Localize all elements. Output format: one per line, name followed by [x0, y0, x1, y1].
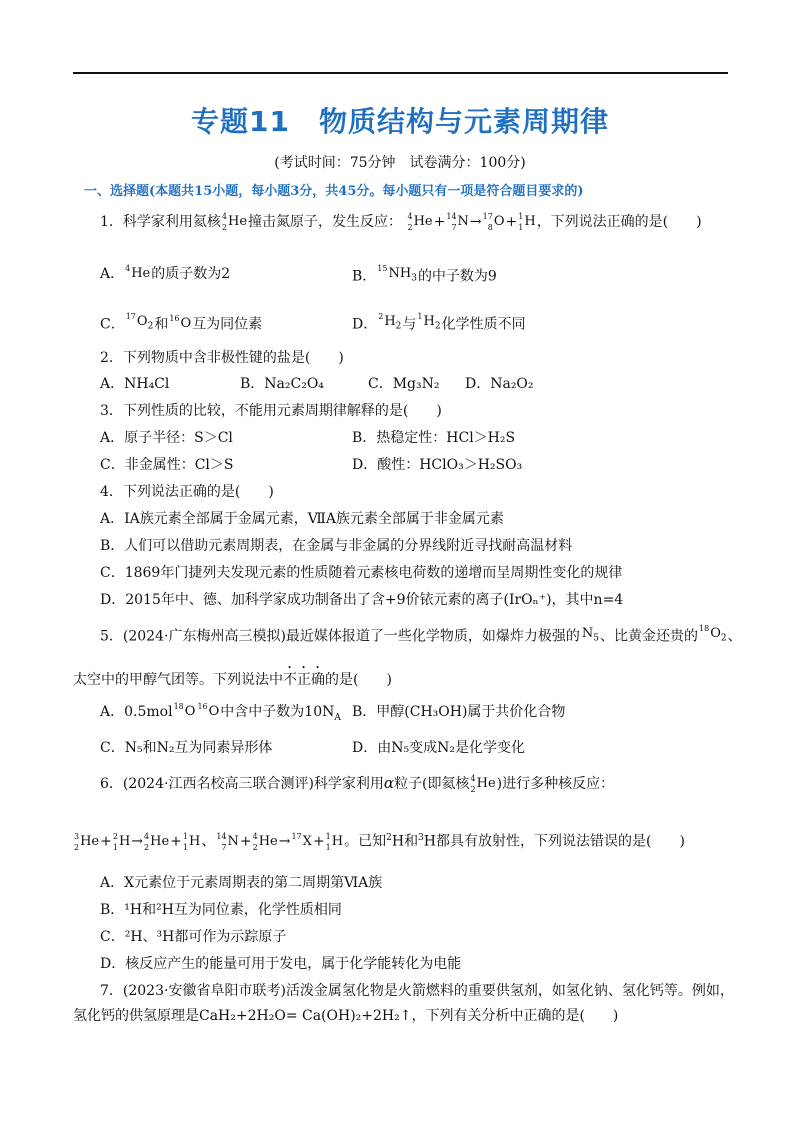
q6-stem-line2: 3 2 He + 2 1 H → 4 2 He + 1 1 H 、 14 7 N + 4 2 He → 17 X + 1 1 H 。已知$^2$H和$^3$H都具有放射性，下列说法错误的是( ) — [74, 831, 685, 852]
q1-option-a: A． 4 He 的质子数为2 — [100, 264, 231, 282]
section-heading: 一、选择题(本题共15小题，每小题3分，共45分。每小题只有一项是符合题目要求的) — [84, 184, 584, 199]
q1-option-b: B． 15 $NH_3$ 的中子数为9 — [352, 264, 497, 285]
q3-stem: 3．下列性质的比较，不能用元素周期律解释的是( ) — [100, 403, 442, 419]
q4-option-d: D．2015年中、德、加科学家成功制备出了含+9价铱元素的离子(IrOₙ⁺)，其中n=4 — [100, 592, 624, 608]
q6-stem-line1: 6．(2024·江西名校高三联合测评)科学家利用α粒子(即氦核 4 2 He )进行多种核反应： — [100, 774, 615, 794]
q4-stem: 4．下列说法正确的是( ) — [100, 484, 274, 500]
q1-option-d: D． 2 $H_2$ 与 1 $H_2$ 化学性质不同 — [352, 312, 526, 333]
q6-option-c: C．²H、³H都可作为示踪原子 — [100, 929, 287, 945]
q2-option-a: A．NH₄Cl — [100, 376, 170, 392]
q7-stem-line2: 氢化钙的供氢原理是CaH₂+2H₂O= Ca(OH)₂+2H₂↑，下列有关分析中正确的是( ) — [73, 1008, 619, 1024]
q6-option-a: A．X元素位于元素周期表的第二周期第ⅥA族 — [100, 875, 383, 891]
q5-stem-line2: 太空中的甲醇气团等。下列说法中不正确的是( ) — [73, 672, 392, 688]
q1-option-c: C． 17 $O_2$ 和 16 O 互为同位素 — [100, 312, 263, 333]
q3-option-c: C．非金属性：Cl＞S — [100, 457, 234, 473]
exam-info: (考试时间：75分钟 试卷满分：100分) — [274, 155, 526, 171]
q3-option-b: B．热稳定性：HCl＞H₂S — [352, 430, 516, 446]
q4-option-b: B．人们可以借助元素周期表，在金属与非金属的分界线附近寻找耐高温材料 — [100, 538, 573, 554]
q2-option-b: B．Na₂C₂O₄ — [240, 376, 324, 392]
q5-option-d: D．由N₅变成N₂是化学变化 — [352, 740, 525, 756]
q6-option-d: D．核反应产生的能量可用于发电，属于化学能转化为电能 — [100, 956, 462, 972]
emphasis-text: 不正确 — [283, 672, 325, 688]
q2-option-d: D．Na₂O₂ — [465, 376, 534, 392]
q6-option-b: B．¹H和²H互为同位素，化学性质相同 — [100, 902, 342, 918]
q5-stem-line1: 5．(2024·广东梅州高三模拟)最近媒体报道了一些化学物质，如爆炸力极强的 $N_5$ 、比黄金还贵的 18 $O_2$ 、 — [100, 624, 742, 645]
q7-stem-line1: 7．(2023·安徽省阜阳市联考)活泼金属氢化物是火箭燃料的重要供氢剂，如氢化钠、氢化钙等。例如， — [100, 983, 734, 999]
q4-option-a: A．ⅠA族元素全部属于金属元素，ⅦA族元素全部属于非金属元素 — [100, 511, 504, 527]
q5-option-c: C．N₅和N₂互为同素异形体 — [100, 740, 273, 756]
page-title: 专题11 物质结构与元素周期律 — [191, 105, 609, 138]
q3-option-d: D．酸性：HClO₃＞H₂SO₃ — [352, 457, 523, 473]
q5-option-b: B．甲醇(CH₃OH)属于共价化合物 — [352, 704, 566, 720]
q5-option-a: A．0.5mol 18 O 16 O 中含中子数为$10N_A$ — [100, 702, 341, 723]
q3-option-a: A．原子半径：S＞Cl — [100, 430, 233, 446]
q2-stem: 2．下列物质中含非极性键的盐是( ) — [100, 350, 344, 366]
q1-stem: 1．科学家利用氦核 4 2 He 撞击氮原子，发生反应： 4 2 He + 14 7 N → 17 8 O + 1 1 H ，下列说法正确的是( ) — [100, 212, 702, 232]
nuclide-he4: 4 2 He — [221, 212, 248, 232]
q4-option-c: C．1869年门捷列夫发现元素的性质随着元素核电荷数的递增而呈周期性变化的规律 — [100, 565, 623, 581]
q2-option-c: C．Mg₃N₂ — [368, 376, 440, 392]
top-rule — [73, 72, 728, 74]
